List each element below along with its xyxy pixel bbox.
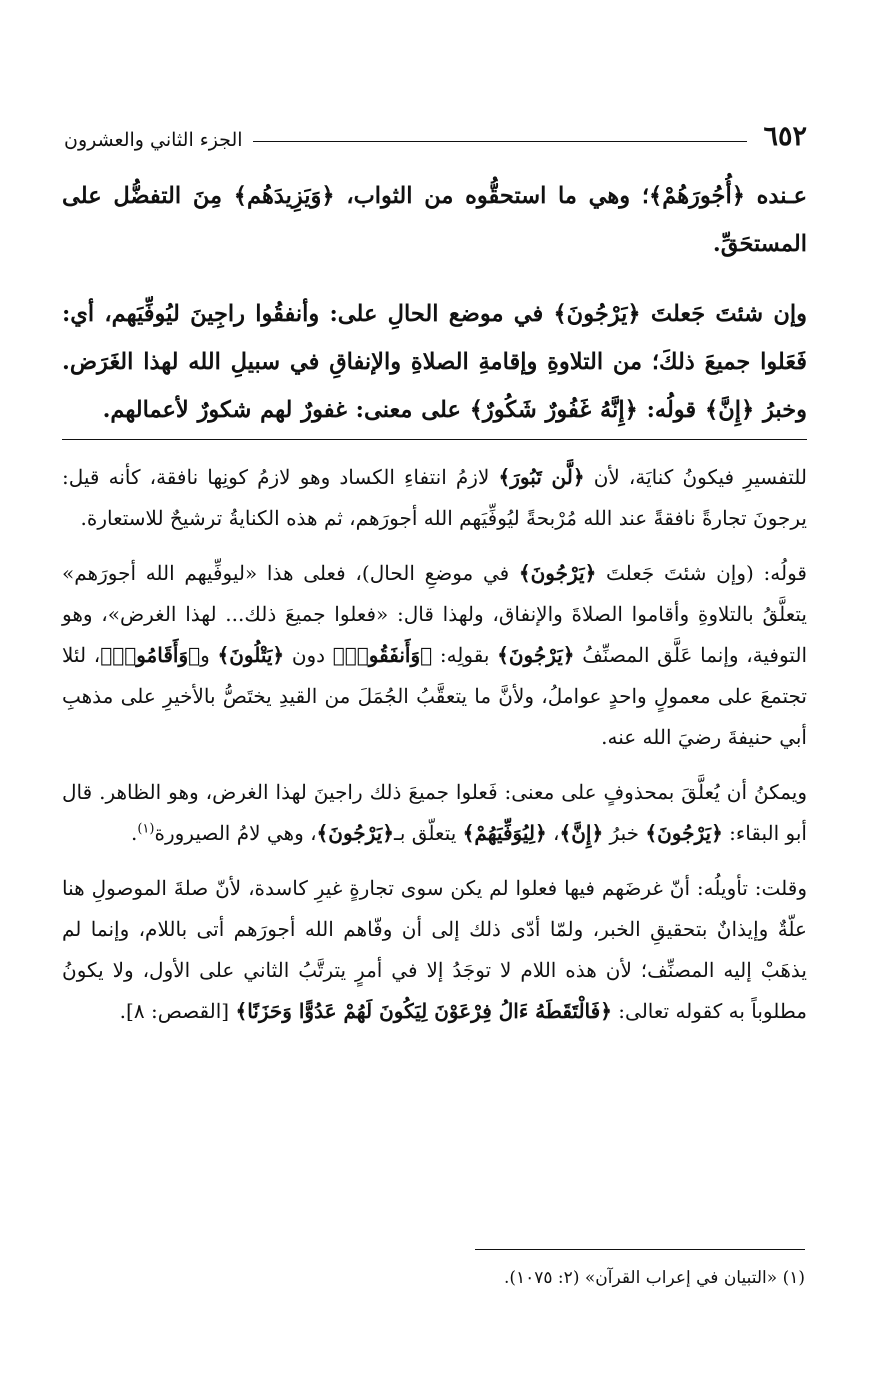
footnote: (١) «التبيان في إعراب القرآن» (٢: ١٠٧٥). bbox=[503, 1268, 805, 1288]
running-title: الجزء الثاني والعشرون bbox=[64, 129, 243, 151]
commentary-paragraph-1: للتفسيرِ فيكونُ كنايَة، لأن ﴿لَّن تَبُورَ﴾ لازمُ انتفاءِ الكساد وهو لازمُ كونِها نافقة، كأنه قيل: يرجونَ تجارةً نافقةً عند الله مُرْبحةً ليُوفِّيَهم الله أجورَهم، ثم هذه الكنايةُ ترشيحٌ للاستعارة. bbox=[62, 465, 808, 530]
main-text bbox=[62, 172, 807, 434]
footnote-marker[interactable]: (١) bbox=[137, 821, 155, 837]
quran-quote: ﴿وَيَزِيدَهُم﴾ bbox=[233, 183, 335, 209]
quran-quote: ﴿إِنَّ﴾ bbox=[705, 397, 755, 423]
main-paragraph-2: وإن شئتَ جَعلتَ ﴿يَرْجُونَ﴾ في موضع الحالِ على: وأنفقُوا راجِينَ ليُوفِّيَهم، أي: فَعَلوا جميعَ ذلكَ؛ من التلاوةِ وإقامةِ الصلاةِ والإنفاقِ في سبيلِ الله لهذا الغَرَض. وخبرُ ﴿إِنَّ﴾ قولُه: ﴿إِنَّهُ غَفُورٌ شَكُورٌ﴾ على معنى: غفورٌ لهم شكورٌ لأعمالهم. bbox=[62, 301, 808, 423]
page-number: ٦٥٢ bbox=[763, 121, 807, 152]
quran-quote: ﴿يَرْجُونَ﴾ bbox=[553, 301, 641, 327]
quran-quote: ﴿أُجُورَهُمْ﴾ bbox=[649, 183, 745, 209]
quran-quote: ﴿يَرْجُونَ﴾ bbox=[316, 821, 394, 845]
commentary-text bbox=[62, 457, 807, 1032]
quran-quote: ﴿وَأَقَامُوا۟﴾ bbox=[100, 643, 201, 667]
page-header bbox=[64, 110, 807, 150]
quran-quote: ﴿لِيُوَفِّيَهُمْ﴾ bbox=[462, 821, 547, 845]
quran-quote: ﴿فَالْتَقَطَهُ ءَالُ فِرْعَوْنَ لِيَكُونَ لَهُمْ عَدُوًّا وَحَزَنًا﴾ bbox=[235, 999, 612, 1023]
quran-quote: ﴿يَرْجُونَ﴾ bbox=[497, 643, 575, 667]
commentary-paragraph-3: ويمكنُ أن يُعلَّقَ بمحذوفٍ على معنى: فَعلوا جميعَ ذلك راجينَ لهذا الغرض، وهو الظاهر. قال أبو البقاء: ﴿يَرْجُونَ﴾ خبرُ ﴿إِنَّ﴾، ﴿لِيُوَفِّيَهُمْ﴾ يتعلّق بـ﴿يَرْجُونَ﴾، وهي لامُ الصيرورة$^{(١)}$. bbox=[62, 780, 807, 845]
main-paragraph-1: عـنده ﴿أُجُورَهُمْ﴾؛ وهي ما استحقُّوه من الثواب، ﴿وَيَزِيدَهُم﴾ مِنَ التفضُّل على المستحَقِّ. bbox=[62, 183, 808, 257]
footnote-divider bbox=[475, 1249, 805, 1250]
quran-quote: ﴿لَّن تَبُورَ﴾ bbox=[498, 465, 585, 489]
commentary-paragraph-2: قولُه: (وإن شئتَ جَعلتَ ﴿يَرْجُونَ﴾ في موضعِ الحال)، فعلى هذا «ليوفِّيهم الله أجورَهم» يتعلَّقُ بالتلاوةِ وأقاموا الصلاةَ والإنفاق، ولهذا قال: «فعلوا جميعَ ذلك... لهذا الغرض»، وهو التوفية، وإنما عَلَّق المصنِّفُ ﴿يَرْجُونَ﴾ بقولِه: ﴿وَأَنفَقُوا۟﴾ دون ﴿يَتْلُونَ﴾ و﴿وَأَقَامُوا۟﴾، لئلا تجتمعَ على معمولٍ واحدٍ عواملُ، ولأنَّ ما يتعقَّبُ الجُمَلَ من القيدِ يختَصُّ بالأخيرِ على مذهبِ أبي حنيفةَ رضيَ الله عنه. bbox=[62, 561, 808, 749]
main-text-divider bbox=[62, 439, 807, 440]
quran-quote: ﴿إِنَّ﴾ bbox=[559, 821, 604, 845]
quran-quote: ﴿وَأَنفَقُوا۟﴾ bbox=[332, 643, 433, 667]
commentary-paragraph-4: وقلت: تأويلُه: أنّ غرضَهم فيها فعلوا لم يكن سوى تجارةٍ غيرِ كاسدة، لأنّ صلةَ الموصولِ هنا علّةٌ وإيذانٌ بتحقيقِ الخبر، ولمّا أدّى ذلك إلى أن وفّاهم الله أجورَهم أتى باللام، وإنما لم يذهَبْ إليه المصنِّف؛ لأن هذه اللام لا توجَدُ إلا في أمرٍ يترتَّبُ الثاني على الأول، ولا يكونُ مطلوباً به كقوله تعالى: ﴿فَالْتَقَطَهُ ءَالُ فِرْعَوْنَ لِيَكُونَ لَهُمْ عَدُوًّا وَحَزَنًا﴾ [القصص: ٨]. bbox=[62, 876, 807, 1023]
quran-quote: ﴿إِنَّهُ غَفُورٌ شَكُورٌ﴾ bbox=[469, 397, 638, 423]
header-rule bbox=[253, 141, 748, 142]
quran-quote: ﴿يَرْجُونَ﴾ bbox=[518, 561, 597, 585]
quran-quote: ﴿يَتْلُونَ﴾ bbox=[217, 643, 285, 667]
quran-quote: ﴿يَرْجُونَ﴾ bbox=[645, 821, 723, 845]
